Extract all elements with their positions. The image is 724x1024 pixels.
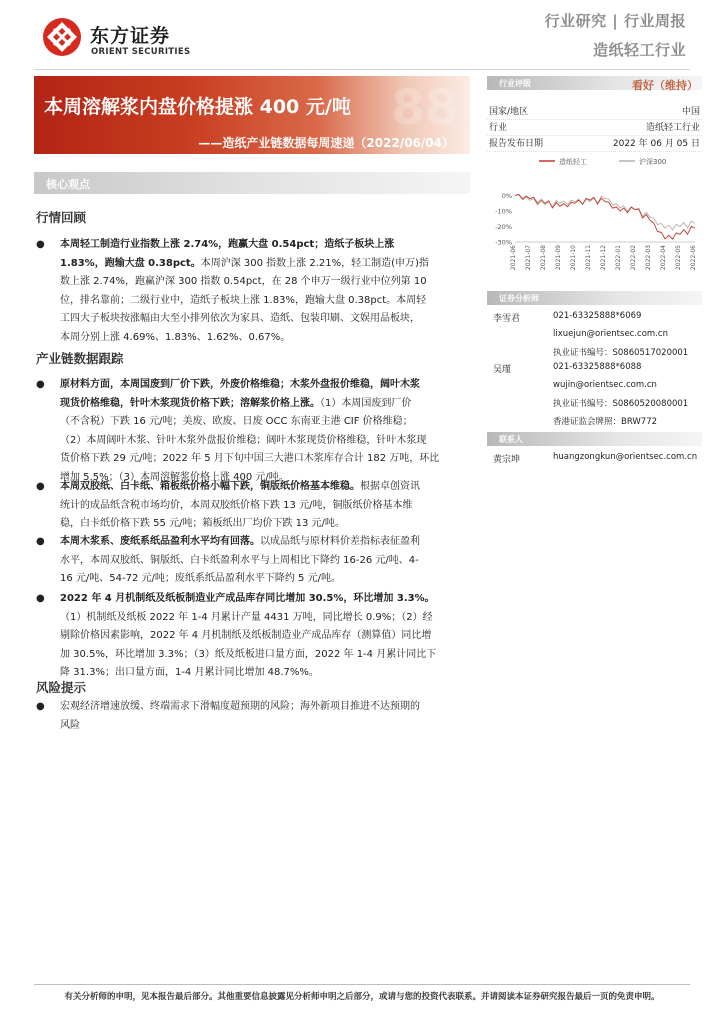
bullet-line: （1）机制纸及纸板 2022 年 1-4 月累计产量 4431 万吨，同比增长 0.9%；（2）经 (60, 611, 433, 623)
bullet-dot-icon: ● (36, 536, 45, 547)
analyst-phone: 021-63325888*6088 (553, 362, 642, 372)
bullet-line: 位，排名靠前；二级行业中，造纸子板块上涨 1.83%，跑输大盘 0.38pct。本周轻 (60, 294, 427, 306)
bullet-dot-icon: ● (36, 701, 45, 712)
analyst-bar-label: 证券分析师 (499, 294, 539, 303)
bullet-line: （2）本周阔叶木浆、针叶木浆外盘报价维稳；阔叶木浆现货价格维稳，针叶木浆现 (60, 434, 427, 446)
bullet-line: 降 31.3%；出口量方面，1-4 月累计同比增加 48.7%%。 (60, 667, 319, 678)
x-tick-label: 2021-12 (600, 245, 607, 270)
bullet-line: 货价格下跌 29 元/吨；2022 年 5 月下旬中国三大港口木浆库存合计 182 万吨，环比 (60, 453, 440, 464)
bullet-line: 本周轻工制造行业指数上涨 2.74%，跑赢大盘 0.54pct；造纸子板块上涨 (60, 239, 395, 250)
report-type: 行业研究 | 行业周报 (544, 12, 686, 30)
section-heading: 产业链数据跟踪 (36, 351, 124, 366)
info-value: 中国 (681, 107, 700, 117)
bullet-line: 宏观经济增速放缓、终端需求下滑幅度超预期的风险；海外新项目推进不达预期的 (60, 701, 420, 712)
info-label: 报告发布日期 (489, 139, 544, 149)
y-tick-label: -30% (495, 238, 512, 247)
orient-securities-logo-icon (42, 17, 82, 57)
bullet-item (36, 698, 466, 735)
x-tick-label: 2021-06 (510, 245, 517, 270)
section-heading: 行情回顾 (36, 210, 87, 225)
rating-bar-label: 行业评级 (499, 79, 531, 88)
bullet-line: 1.83%，跑输大盘 0.38pct。本周沪深 300 指数上涨 2.21%，轻工制造(申万)指 (60, 257, 429, 269)
report-sector: 造纸轻工行业 (592, 41, 686, 59)
bullet-line: 水平，本周双胶纸、铜版纸、白卡纸盈利水平与上周相比下降约 16-26 元/吨、4- (60, 554, 419, 566)
bullet-line: （不含税）下跌 16 元/吨；美废、欧废、日废 OCC 东南亚主港 CIF 价格维稳； (60, 416, 413, 427)
x-tick-label: 2022-02 (630, 245, 637, 270)
x-tick-label: 2022-04 (660, 245, 667, 270)
bullet-item (36, 478, 466, 534)
bullet-line: 本周双胶纸、白卡纸、箱板纸价格小幅下跌，铜版纸价格基本维稳。根据卓创资讯 (60, 481, 420, 492)
bullet-line: 统计的成品纸含税市场均价，本周双胶纸价格下跌 13 元/吨，铜版纸价格基本维 (60, 499, 413, 511)
x-tick-label: 2022-03 (645, 245, 652, 270)
bullet-line: 工四大子板块按涨幅由大至小排列依次为家具、造纸、包装印刷、文娱用品板块， (60, 313, 420, 324)
header-divider (34, 69, 690, 70)
legend-label: 沪深300 (639, 158, 667, 166)
y-tick-label: -20% (495, 223, 512, 231)
bullet-line: 原材料方面，本周国废到厂价下跌，外废价格维稳；木浆外盘报价维稳，阔叶木浆 (60, 379, 420, 390)
footer-divider (34, 984, 690, 985)
analyst-license: 执业证书编号：S0860520080001 (553, 399, 689, 409)
bullet-line: 剔除价格因素影响，2022 年 4 月机制纸及纸板制造业产成品库存（测算值）同比增 (60, 630, 432, 641)
y-tick-label: 0% (501, 192, 512, 200)
bullet-line: 2022 年 4 月机制纸及纸板制造业产成品库存同比增加 30.5%，环比增加 3.3%。 (60, 593, 435, 604)
contact-email[interactable]: huangzongkun@orientsec.com.cn (553, 452, 698, 462)
rating-value: 看好（维持） (632, 79, 698, 92)
bullet-line: 风险 (60, 719, 80, 731)
bullet-line: 加 30.5%，环比增加 3.3%；（3）纸及纸板进口量方面，2022 年 1-4 月累计同比下 (60, 648, 437, 660)
x-tick-label: 2021-08 (540, 245, 547, 270)
info-row (487, 120, 702, 136)
bullet-dot-icon: ● (36, 481, 45, 492)
bullet-line: 稳，白卡纸价格下跌 55 元/吨；箱板纸出厂均价下跌 13 元/吨。 (60, 518, 345, 529)
sidebar-info (487, 76, 702, 152)
bullet-item (36, 236, 466, 347)
contact-bar (487, 432, 702, 446)
report-subtitle: ——造纸产业链数据每周速递（2022/06/04） (198, 136, 454, 150)
analyst-section (487, 291, 702, 305)
x-tick-label: 2021-09 (555, 245, 562, 270)
bullet-line: 增加 5.5%；（3）本周溶解浆价格上涨 400 元/吨。 (60, 471, 289, 483)
analyst-hk-license: 香港证监会牌照：BRW772 (553, 416, 658, 427)
company-logo (34, 13, 234, 61)
contact-name: 黄宗坤 (493, 455, 521, 465)
analyst-phone: 021-63325888*6069 (553, 311, 642, 321)
x-tick-label: 2022-01 (615, 245, 622, 270)
bullet-line: 16 元/吨、54-72 元/吨；废纸系纸品盈利水平下降约 5 元/吨。 (60, 573, 341, 584)
section-heading: 风险提示 (36, 680, 87, 695)
x-tick-label: 2022-06 (690, 245, 697, 270)
report-category (545, 10, 686, 60)
legend-label: 造纸轻工 (559, 158, 587, 166)
info-value: 2022 年 06 月 05 日 (612, 139, 700, 149)
y-tick-label: -10% (495, 207, 512, 216)
analyst-email[interactable]: lixuejun@orientsec.com.cn (553, 328, 668, 339)
series-line (515, 194, 695, 239)
contact-bar-label: 联系人 (499, 435, 523, 444)
analyst-name: 李雪君 (493, 314, 521, 324)
analyst-email[interactable]: wujin@orientsec.com.cn (553, 379, 657, 390)
disclaimer-footer: 有关分析师的申明，见本报告最后部分。其他重要信息披露见分析师申明之后部分，或请与您的投资代表联系。并请阅读本证券研究报告最后一页的免责申明。 (64, 992, 660, 1002)
bullet-line: 本周木浆系、废纸系纸品盈利水平均有回落。以成品纸与原材料价差指标表征盈利 (60, 536, 420, 547)
x-tick-label: 2021-11 (585, 245, 592, 270)
report-title: 本周溶解浆内盘价格提涨 400 元/吨 (44, 96, 351, 118)
core-view-label: 核心观点 (46, 178, 90, 191)
info-row (487, 104, 702, 120)
title-banner (34, 76, 470, 154)
x-tick-label: 2021-10 (570, 245, 577, 270)
bullet-line: 本周分别上涨 4.69%、1.83%、1.62%、0.67%。 (60, 331, 291, 343)
logo-chinese-name: 东方证券 (90, 25, 171, 47)
x-tick-label: 2022-05 (675, 245, 682, 270)
bullet-line: 数上涨 2.74%，跑赢沪深 300 指数 0.54pct，在 28 个申万一级行业中位列第 10 (60, 276, 427, 287)
info-label: 行业 (489, 123, 508, 133)
analyst-license: 执业证书编号：S0860517020001 (553, 348, 689, 358)
bullet-line: 现货价格维稳，针叶木浆现货价格下跌；溶解浆价格上涨。（1）本周国废到厂价 (60, 397, 412, 409)
info-value: 造纸轻工行业 (645, 123, 700, 133)
bullet-item (36, 590, 466, 683)
banner-decoration: 88 (391, 80, 458, 136)
bullet-dot-icon: ● (36, 379, 45, 390)
bullet-dot-icon: ● (36, 239, 45, 250)
bullet-item (36, 533, 466, 589)
analyst-name: 吴瑾 (493, 365, 512, 375)
analyst-bar (487, 291, 702, 305)
x-tick-label: 2021-07 (525, 245, 532, 270)
info-label: 国家/地区 (489, 107, 529, 117)
logo-english-name: ORIENT SECURITIES (91, 47, 191, 57)
core-view-bar (34, 172, 470, 194)
bullet-item (36, 376, 466, 487)
contact-section (487, 432, 702, 446)
bullet-dot-icon: ● (36, 593, 45, 604)
relative-performance-chart (487, 150, 702, 270)
